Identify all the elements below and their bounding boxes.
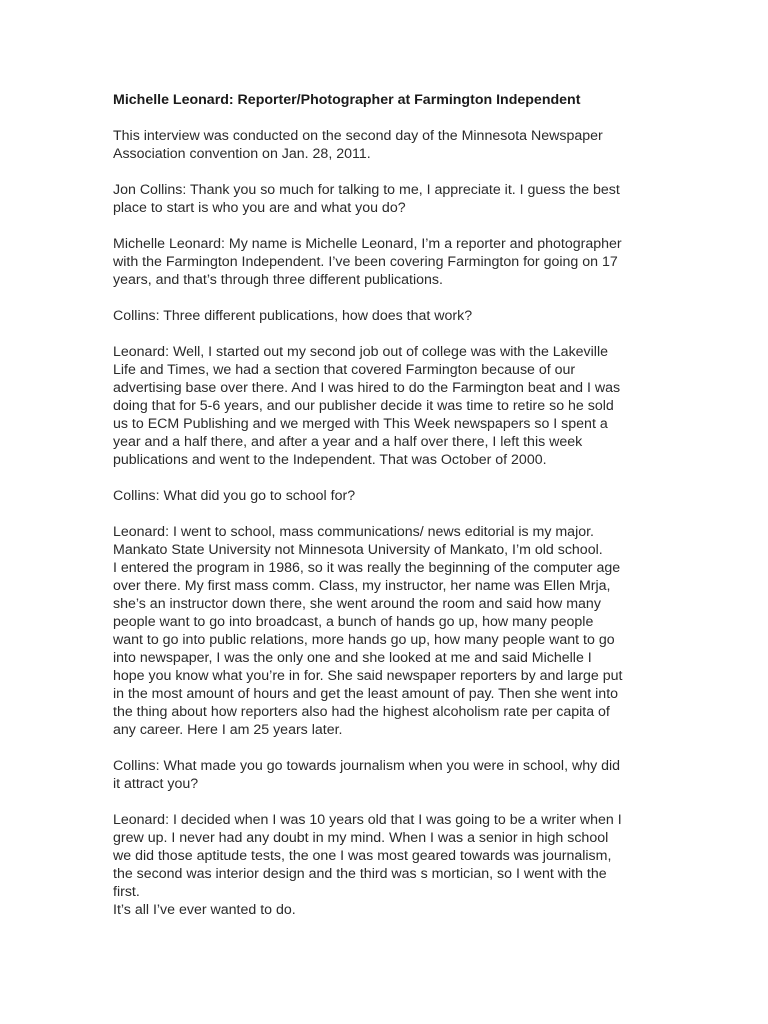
paragraph-answer-3: Leonard: I went to school, mass communications/ news editorial is my major. Mankato State University not Minnesota University of Mankato, I’m old school. I entered the program in 1986, so it was really the beginning of the computer age over there. My first mass comm. Class, my instructor, her name was Ellen Mrja, she’s an instructor down there, she went around the room and said how many people want to go into broadcast, a bunch of hands go up, how many people want to go into public relations, more hands go up, how many people want to go into newspaper, I was the only one and she looked at me and said Michelle I hope you know what you’re in for. She said newspaper reporters by and large put in the most amount of hours and get the least amount of pay. Then she went into the thing about how reporters also had the highest alcoholism rate per capita of any career. Here I am 25 years later. [113,524,623,738]
paragraph-answer-4: Leonard: I decided when I was 10 years old that I was going to be a writer when I grew up. I never had any doubt in my mind. When I was a senior in high school we did those aptitude tests, the one I was most geared towards was journalism, the second was interior design and the third was s mortician, so I went with the first. It’s all I’ve ever wanted to do. [113,812,622,918]
paragraph-intro: This interview was conducted on the second day of the Minnesota Newspaper Association convention on Jan. 28, 2011. [113,128,603,162]
paragraph-question-3: Collins: What did you go to school for? [113,488,356,504]
paragraph-question-1: Jon Collins: Thank you so much for talking to me, I appreciate it. I guess the best place to start is who you are and what you do? [113,182,620,216]
paragraph-answer-2: Leonard: Well, I started out my second job out of college was with the Lakeville Life and Times, we had a section that covered Farmington because of our advertising base over there. And I was hired to do the Farmington beat and I was doing that for 5-6 years, and our publisher decide it was time to retire so he sold us to ECM Publishing and we merged with This Week newspapers so I spent a year and a half there, and after a year and a half over there, I left this week publications and went to the Independent. That was October of 2000. [113,344,621,468]
document-title: Michelle Leonard: Reporter/Photographer at Farmington Independent [113,92,581,108]
paragraph-answer-1: Michelle Leonard: My name is Michelle Leonard, I’m a reporter and photographer with the Farmington Independent. I’ve been covering Farmington for going on 17 years, and that’s through three different publications. [113,236,622,288]
document-page [113,91,658,919]
paragraph-question-2: Collins: Three different publications, how does that work? [113,308,473,324]
paragraph-question-4: Collins: What made you go towards journalism when you were in school, why did it attract you? [113,758,621,792]
